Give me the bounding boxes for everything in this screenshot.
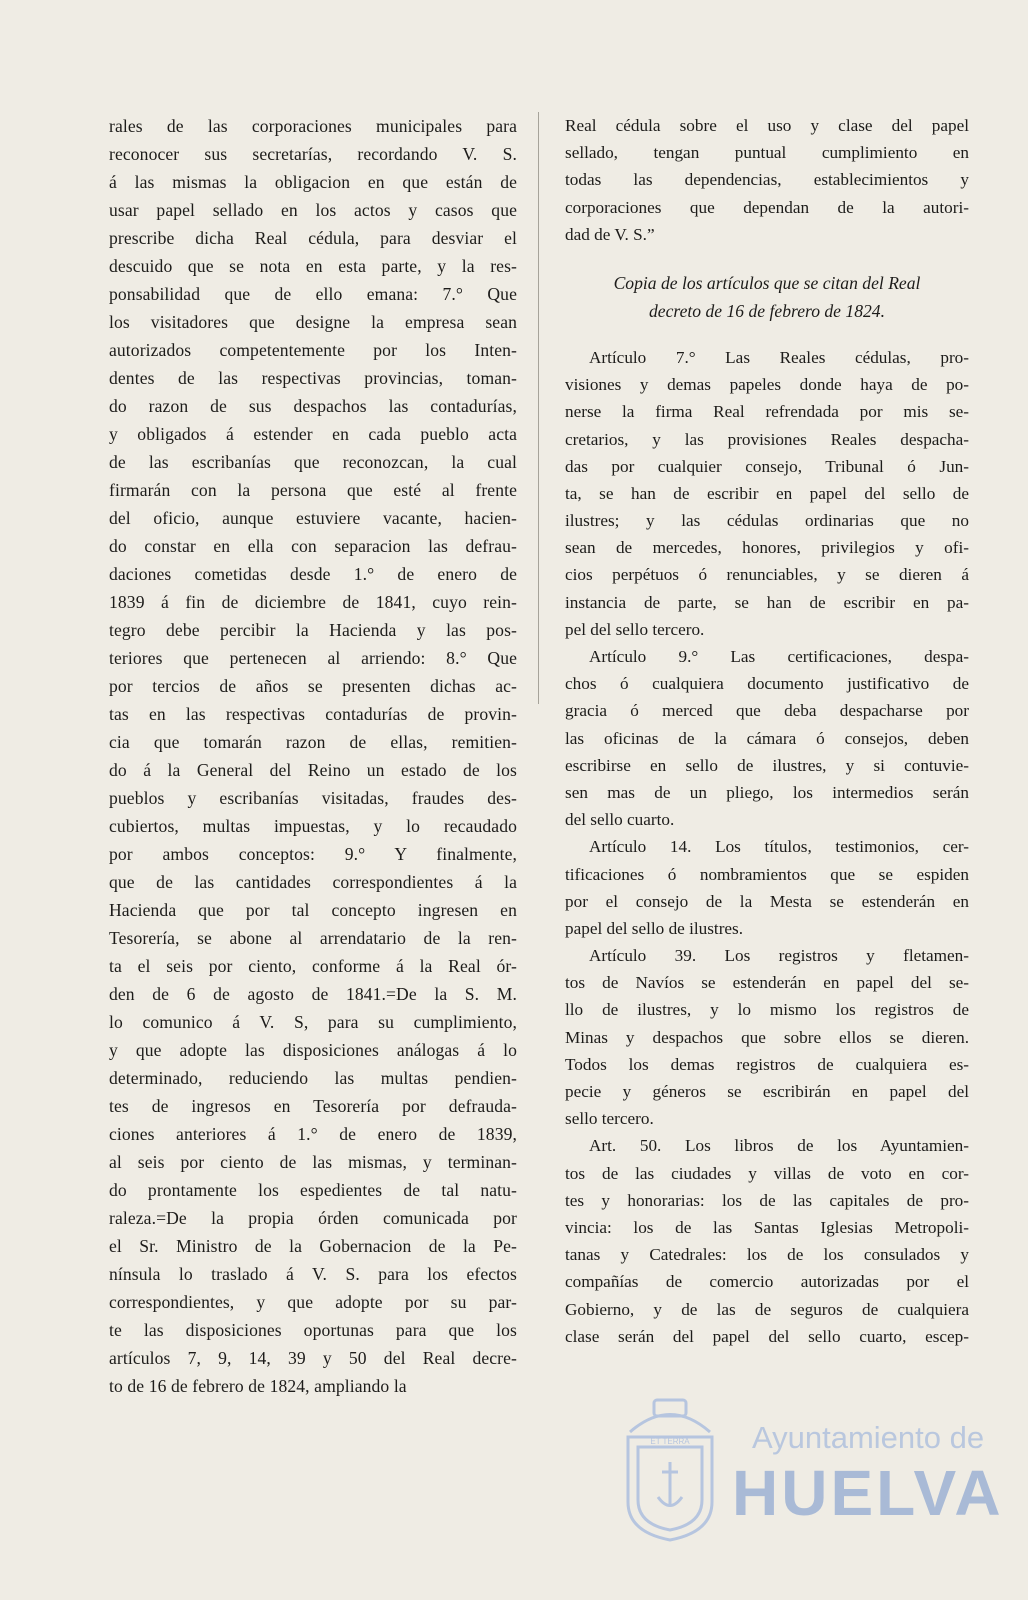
text-line: vincia: los de las Santas Iglesias Metropoli- [565, 1217, 969, 1237]
text-line: gracia ó merced que deba despacharse por [565, 701, 969, 721]
text-line: artículos 7, 9, 14, 39 y 50 del Real decre- [109, 1348, 517, 1368]
text-line: el Sr. Ministro de la Gobernacion de la Pe- [109, 1236, 517, 1256]
text-line: determinado, reduciendo las multas pendien- [109, 1068, 517, 1088]
shield-motto: ET TERRA [650, 1437, 690, 1446]
text-line: visiones y demas papeles donde haya de po- [565, 375, 969, 395]
text-line: correspondientes, y que adopte por su par- [109, 1292, 517, 1312]
articles [565, 344, 969, 1350]
column-divider [538, 112, 539, 704]
text-line: compañías de comercio autorizadas por el [565, 1272, 969, 1292]
text-line: Artículo 39. Los registros y fletamen- [589, 946, 969, 966]
text-line: do constar en ella con separacion las defrau- [109, 536, 517, 556]
text-line: tos de las ciudades y villas de voto en cor- [565, 1163, 969, 1183]
text-line: Artículo 9.° Las certificaciones, despa- [589, 647, 969, 666]
text-line: y obligados á estender en cada pueblo acta [109, 424, 517, 444]
watermark-line-1: Ayuntamiento de [752, 1420, 985, 1455]
text-line: ponsabilidad que de ello emana: 7.° Que [109, 284, 517, 304]
text-line: den de 6 de agosto de 1841.=De la S. M. [109, 984, 517, 1004]
text-line: nínsula lo traslado á V. S. para los efectos [109, 1264, 517, 1284]
text-line: cios perpétuos ó renunciables, y se dieren á [565, 565, 969, 585]
text-line: corporaciones que dependan de la autori- [565, 197, 969, 217]
text-line: Tesorería, se abone al arrendatario de la ren- [109, 928, 517, 948]
text-line: pecie y géneros se escribirán en papel del [565, 1082, 969, 1101]
text-line: nerse la firma Real refrendada por mis se- [565, 402, 969, 422]
article-paragraph [565, 942, 969, 1132]
section-heading-line-1: Copia de los artículos que se citan del Real [613, 272, 921, 293]
text-line: cubiertos, multas impuestas, y lo recaudado [109, 816, 517, 836]
article-paragraph [565, 344, 969, 643]
article-paragraph [565, 643, 969, 833]
watermark-line-2: HUELVA [732, 1457, 1004, 1529]
text-line: cia que tomarán razon de ellas, remitien- [109, 732, 517, 752]
text-line: raleza.=De la propia órden comunicada por [109, 1208, 517, 1228]
text-line: y que adopte las disposiciones análogas á lo [109, 1040, 517, 1060]
right-column [565, 112, 969, 1350]
text-line: tes de ingresos en Tesorería por defrauda- [109, 1096, 517, 1116]
text-line: pel del sello tercero. [565, 619, 705, 639]
left-column [109, 112, 517, 1400]
text-line: das por cualquier consejo, Tribunal ó Jun- [565, 456, 969, 476]
text-line: autorizados competentemente por los Inten- [109, 340, 517, 360]
text-line: todas las dependencias, establecimientos y [565, 170, 969, 190]
text-line: que de las cantidades correspondientes á la [109, 872, 517, 892]
article-paragraph [565, 1132, 969, 1350]
text-line: al seis por ciento de las mismas, y terminan- [109, 1152, 517, 1172]
text-line: descuido que se nota en esta parte, y la res- [109, 256, 517, 276]
text-line: reconocer sus secretarías, recordando V. S. [109, 144, 517, 164]
text-line: chos ó cualquiera documento justificativo de [565, 674, 969, 694]
text-line: pueblos y escribanías visitadas, fraudes des- [109, 788, 517, 808]
text-line: daciones cometidas desde 1.° de enero de [109, 564, 517, 584]
text-line: firmarán con la persona que esté al frente [109, 480, 517, 500]
text-line: por ambos conceptos: 9.° Y finalmente, [109, 844, 517, 864]
text-line: cretarios, y las provisiones Reales despacha- [565, 429, 969, 449]
text-line: del oficio, aunque estuviere vacante, hacien- [109, 508, 517, 528]
coat-of-arms-icon [610, 1392, 730, 1542]
text-line: Artículo 7.° Las Reales cédulas, pro- [589, 347, 969, 367]
text-line: tegro debe percibir la Hacienda y las pos- [109, 620, 517, 640]
text-line: ilustres; y las cédulas ordinarias que no [565, 511, 969, 531]
text-line: dad de V. S.” [565, 224, 655, 244]
right-intro [565, 112, 969, 248]
text-line: del sello cuarto. [565, 810, 675, 830]
text-line: prescribe dicha Real cédula, para desviar el [109, 228, 517, 248]
text-line: 1839 á fin de diciembre de 1841, cuyo rein- [109, 592, 517, 612]
watermark [610, 1392, 1004, 1542]
text-line: lo comunico á V. S, para su cumplimiento, [109, 1012, 517, 1032]
text-line: to de 16 de febrero de 1824, ampliando la [109, 1376, 407, 1396]
text-line: Todos los demas registros de cualquiera es- [565, 1054, 969, 1074]
text-line: llo de ilustres, y lo mismo los registros de [565, 1000, 969, 1020]
text-line: te las disposiciones oportunas para que los [109, 1320, 517, 1340]
text-line: Hacienda que por tal concepto ingresen en [109, 900, 517, 920]
article-paragraph [565, 833, 969, 942]
text-line: de las escribanías que reconozcan, la cual [109, 452, 517, 472]
section-heading-line-2: decreto de 16 de febrero de 1824. [649, 300, 885, 321]
text-line: papel del sello de ilustres. [565, 918, 744, 938]
text-line: á las mismas la obligacion en que están de [109, 172, 517, 192]
text-line: tanas y Catedrales: los de los consulados y [565, 1245, 969, 1265]
text-line: rales de las corporaciones municipales para [109, 116, 517, 136]
text-line: escribirse en sello de ilustres, y si contuvie- [565, 755, 969, 775]
text-line: sellado, tengan puntual cumplimiento en [565, 143, 969, 163]
text-line: teriores que pertenecen al arriendo: 8.° Que [109, 648, 517, 668]
text-line: tificaciones ó nombramientos que se espiden [565, 864, 969, 884]
text-line: por tercios de años se presenten dichas ac- [109, 676, 517, 696]
text-line: clase serán del papel del sello cuarto, escep- [565, 1326, 969, 1346]
text-line: Art. 50. Los libros de los Ayuntamien- [589, 1136, 969, 1156]
text-line: Gobierno, y de las de seguros de cualquiera [565, 1299, 969, 1319]
text-line: sen mas de un pliego, los intermedios serán [565, 782, 969, 802]
text-line: instancia de parte, se han de escribir en pa- [565, 592, 969, 612]
text-line: tas en las respectivas contadurías de provin- [109, 704, 517, 724]
text-line: las oficinas de la cámara ó consejos, deben [565, 728, 969, 748]
text-line: do razon de sus despachos las contadurías, [109, 396, 517, 416]
text-line: ta, se han de escribir en papel del sello de [565, 483, 969, 503]
text-line: usar papel sellado en los actos y casos que [109, 200, 517, 220]
text-line: sello tercero. [565, 1109, 654, 1129]
text-line: ciones anteriores á 1.° de enero de 1839, [109, 1124, 517, 1144]
text-line: do á la General del Reino un estado de los [109, 760, 517, 780]
text-line: por el consejo de la Mesta se estenderán en [565, 891, 969, 911]
text-line: do prontamente los espedientes de tal natu- [109, 1180, 517, 1200]
text-line: tos de Navíos se estenderán en papel del se- [565, 973, 969, 993]
text-line: tes y honorarias: los de las capitales de pro- [565, 1190, 969, 1210]
text-line: los visitadores que designe la empresa sean [109, 312, 517, 332]
text-line: Artículo 14. Los títulos, testimonios, cer- [589, 837, 969, 857]
text-line: Real cédula sobre el uso y clase del papel [565, 116, 969, 135]
text-line: Minas y despachos que sobre ellos se dieren. [565, 1027, 969, 1047]
text-line: ta el seis por ciento, conforme á la Real ór- [109, 956, 517, 976]
text-line: dentes de las respectivas provincias, toman- [109, 368, 517, 388]
text-line: sean de mercedes, honores, privilegios y ofi- [565, 538, 969, 558]
